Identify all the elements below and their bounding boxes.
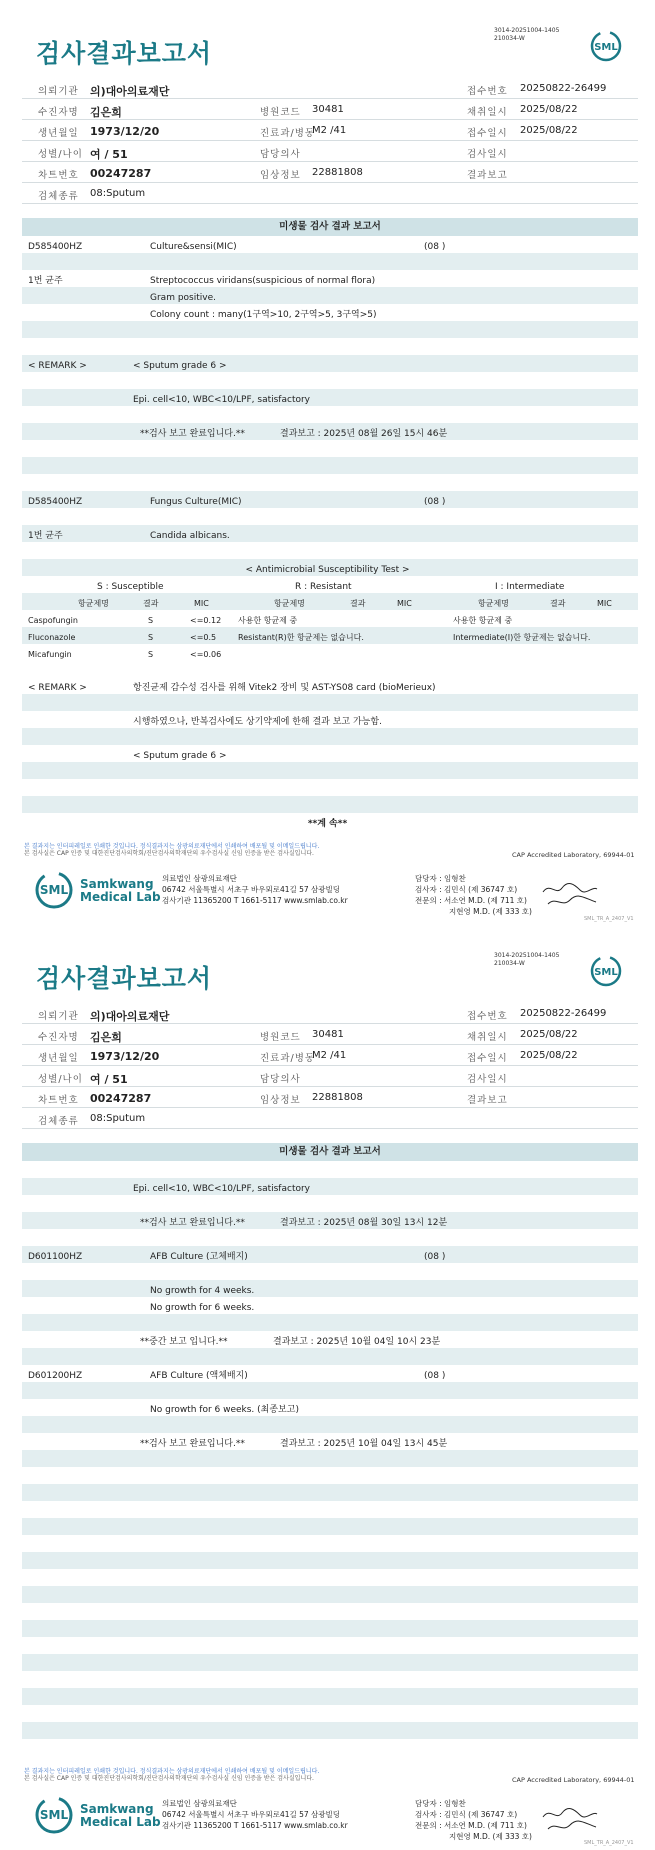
- sml-logo-icon: [590, 30, 622, 62]
- remark-text: 항진균제 감수성 검사를 위해 Vitek2 장비 및 AST-YS08 card (bioMerieux): [133, 683, 436, 693]
- drug-result: S: [148, 650, 154, 659]
- sml-logo-icon: [590, 955, 622, 987]
- signature-icon: [540, 1805, 600, 1835]
- form-version: SML_TR_A_2407_V1: [584, 1840, 634, 1846]
- legend-susceptible: S : Susceptible: [97, 582, 164, 592]
- report-status: **검사 보고 완료입니다.**: [140, 1439, 245, 1449]
- footer-address: 의료법인 삼광의료재단 06742 서울특별시 서초구 바우뫼로41길 57 삼광빌딩 검사기관 11365200 T 1661-5117 www.smlab.co.kr: [162, 874, 348, 905]
- col-header: MIC: [397, 599, 412, 608]
- strain-label: 1번 균주: [28, 531, 63, 541]
- organism: Candida albicans.: [150, 531, 230, 541]
- intermediate-note: Intermediate(I)한 항균제는 없습니다.: [453, 633, 591, 642]
- col-header: 항균제명: [78, 599, 109, 608]
- colony-count: Colony count : many(1구역>10, 2구역>5, 3구역>5): [150, 310, 377, 320]
- test-name: Fungus Culture(MIC): [150, 497, 242, 507]
- col-header: MIC: [597, 599, 612, 608]
- drug-mic: <=0.06: [190, 650, 222, 659]
- report-time: 결과보고 : 2025년 08월 26일 15시 46분: [280, 429, 448, 439]
- test-code: D585400HZ: [28, 242, 83, 252]
- test-name: Culture&sensi(MIC): [150, 242, 237, 252]
- header-row-birth: 생년월일 1973/12/20 진료과/병동 M2 /41 접수일시 2025/08/22: [22, 1045, 638, 1066]
- report-status: **중간 보고 입니다.**: [140, 1337, 228, 1347]
- drug-result: S: [148, 616, 154, 625]
- header-row-chart: 차트번호 00247287 임상정보 22881808 결과보고: [22, 1087, 638, 1108]
- header-row-patient: 수진자명 김은희 병원코드 30481 채취일시 2025/08/22: [22, 99, 638, 120]
- resistant-note: 사용한 항균제 중: [238, 616, 298, 625]
- svg-text:SML: SML: [39, 1808, 69, 1822]
- drug-name: Micafungin: [28, 650, 72, 659]
- col-header: 결과: [143, 599, 159, 608]
- sputum-grade: < Sputum grade 6 >: [133, 361, 227, 371]
- organism: Streptococcus viridans(suspicious of normal flora): [150, 276, 376, 286]
- test-code: D601100HZ: [28, 1252, 83, 1262]
- culture-result: No growth for 6 weeks. (최종보고): [150, 1405, 299, 1415]
- brand-name: Samkwang Medical Lab: [80, 1802, 161, 1829]
- report-banner: 미생물 검사 결과 보고서: [22, 218, 638, 236]
- legend-resistant: R : Resistant: [295, 582, 352, 592]
- footer-note: 본 결과지는 인터피레일로 인쇄한 것입니다. 정식결과지는 삼광의료재단에서 인쇄하여 배포될 및 이메일드립니다. 본 검사실은 CAP 인증 및 대한진단검사의학회/진단검사의학재단의 우수검사실 신임 인증을 받은 검사실입니다.: [24, 843, 320, 857]
- col-header: 항균제명: [274, 599, 305, 608]
- footer-address: 의료법인 삼광의료재단 06742 서울특별시 서초구 바우뫼로41길 57 삼광빌딩 검사기관 11365200 T 1661-5117 www.smlab.co.kr: [162, 1799, 348, 1830]
- culture-result: No growth for 6 weeks.: [150, 1303, 255, 1313]
- drug-name: Fluconazole: [28, 633, 76, 642]
- continue-note: **계 속**: [307, 819, 348, 829]
- header-row-birth: 생년월일 1973/12/20 진료과/병동 M2 /41 접수일시 2025/08/22: [22, 120, 638, 141]
- test-name: AFB Culture (액체배지): [150, 1371, 248, 1381]
- remark-text: 시행하였으나, 반복검사에도 상기약제에 한해 결과 보고 가능함.: [133, 717, 382, 727]
- header-row-specimen: 검체종류 08:Sputum: [22, 1108, 638, 1129]
- col-header: 항균제명: [478, 599, 509, 608]
- epi-cell: Epi. cell<10, WBC<10/LPF, satisfactory: [133, 395, 311, 405]
- test-name: AFB Culture (고체배지): [150, 1252, 248, 1262]
- sml-footer-logo-icon: [34, 1795, 74, 1835]
- test-code: D585400HZ: [28, 497, 83, 507]
- specimen-code: (08 ): [424, 1371, 446, 1381]
- header-row-org: 의뢰기관 의)대아의료재단 접수번호 20250822-26499: [22, 78, 638, 99]
- header-row-sex-age: 성별/나이 여 / 51 담당의사 검사일시: [22, 141, 638, 162]
- header-row-patient: 수진자명 김은희 병원코드 30481 채취일시 2025/08/22: [22, 1024, 638, 1045]
- report-status: **검사 보고 완료입니다.**: [140, 429, 245, 439]
- remark-label: < REMARK >: [28, 361, 87, 371]
- remark-label: < REMARK >: [28, 683, 87, 693]
- specimen-code: (08 ): [424, 1252, 446, 1262]
- specimen-code: (08 ): [424, 242, 446, 252]
- ast-title: < Antimicrobial Susceptibility Test >: [245, 565, 410, 575]
- drug-name: Caspofungin: [28, 616, 78, 625]
- drug-mic: <=0.12: [190, 616, 222, 625]
- specimen-code: (08 ): [424, 497, 446, 507]
- resistant-note: Resistant(R)한 항균제는 없습니다.: [238, 633, 364, 642]
- report-status: **검사 보고 완료입니다.**: [140, 1218, 245, 1228]
- col-header: MIC: [194, 599, 209, 608]
- intermediate-note: 사용한 항균제 중: [453, 616, 513, 625]
- svg-text:SML: SML: [594, 967, 618, 978]
- epi-cell: Epi. cell<10, WBC<10/LPF, satisfactory: [133, 1184, 311, 1194]
- drug-result: S: [148, 633, 154, 642]
- sputum-grade: < Sputum grade 6 >: [133, 751, 227, 761]
- legend-intermediate: I : Intermediate: [495, 582, 565, 592]
- cap-label: CAP Accredited Laboratory, 69944-01: [512, 851, 635, 859]
- brand-name: Samkwang Medical Lab: [80, 877, 161, 904]
- report-time: 결과보고 : 2025년 08월 30일 13시 12분: [280, 1218, 448, 1228]
- page-title: 검사결과보고서: [36, 964, 213, 993]
- gram-stain: Gram positive.: [150, 293, 216, 303]
- header-row-sex-age: 성별/나이 여 / 51 담당의사 검사일시: [22, 1066, 638, 1087]
- page-title: 검사결과보고서: [36, 39, 213, 68]
- header-row-specimen: 검체종류 08:Sputum: [22, 183, 638, 204]
- svg-text:SML: SML: [594, 42, 618, 53]
- form-version: SML_TR_A_2407_V1: [584, 916, 634, 922]
- strain-label: 1번 균주: [28, 276, 63, 286]
- drug-mic: <=0.5: [190, 633, 217, 642]
- signature-icon: [540, 880, 600, 910]
- sml-footer-logo-icon: [34, 870, 74, 910]
- footer-signers: 담당자 : 임형찬 검사자 : 김민식 (제 36747 호) 전문의 : 서소연 M.D. (제 711 호) 지현영 M.D. (제 333 호): [415, 1799, 532, 1841]
- svg-text:SML: SML: [39, 883, 69, 897]
- footer-signers: 담당자 : 임형찬 검사자 : 김민식 (제 36747 호) 전문의 : 서소연 M.D. (제 711 호) 지현영 M.D. (제 333 호): [415, 874, 532, 916]
- header-row-org: 의뢰기관 의)대아의료재단 접수번호 20250822-26499: [22, 1003, 638, 1024]
- col-header: 결과: [350, 599, 366, 608]
- document-id: 3014-20251004-1405 210034-W: [494, 952, 560, 967]
- report-time: 결과보고 : 2025년 10월 04일 13시 45분: [280, 1439, 448, 1449]
- footer-note: 본 결과지는 인터피레일로 인쇄한 것입니다. 정식결과지는 삼광의료재단에서 인쇄하여 배포될 및 이메일드립니다. 본 검사실은 CAP 인증 및 대한진단검사의학회/진단검사의학재단의 우수검사실 신임 인증을 받은 검사실입니다.: [24, 1768, 320, 1782]
- header-row-chart: 차트번호 00247287 임상정보 22881808 결과보고: [22, 162, 638, 183]
- culture-result: No growth for 4 weeks.: [150, 1286, 255, 1296]
- cap-label: CAP Accredited Laboratory, 69944-01: [512, 1776, 635, 1784]
- col-header: 결과: [550, 599, 566, 608]
- report-time: 결과보고 : 2025년 10월 04일 10시 23분: [273, 1337, 441, 1347]
- document-id: 3014-20251004-1405 210034-W: [494, 27, 560, 42]
- test-code: D601200HZ: [28, 1371, 83, 1381]
- report-banner: 미생물 검사 결과 보고서: [22, 1143, 638, 1161]
- report-page-2: [0, 925, 655, 1850]
